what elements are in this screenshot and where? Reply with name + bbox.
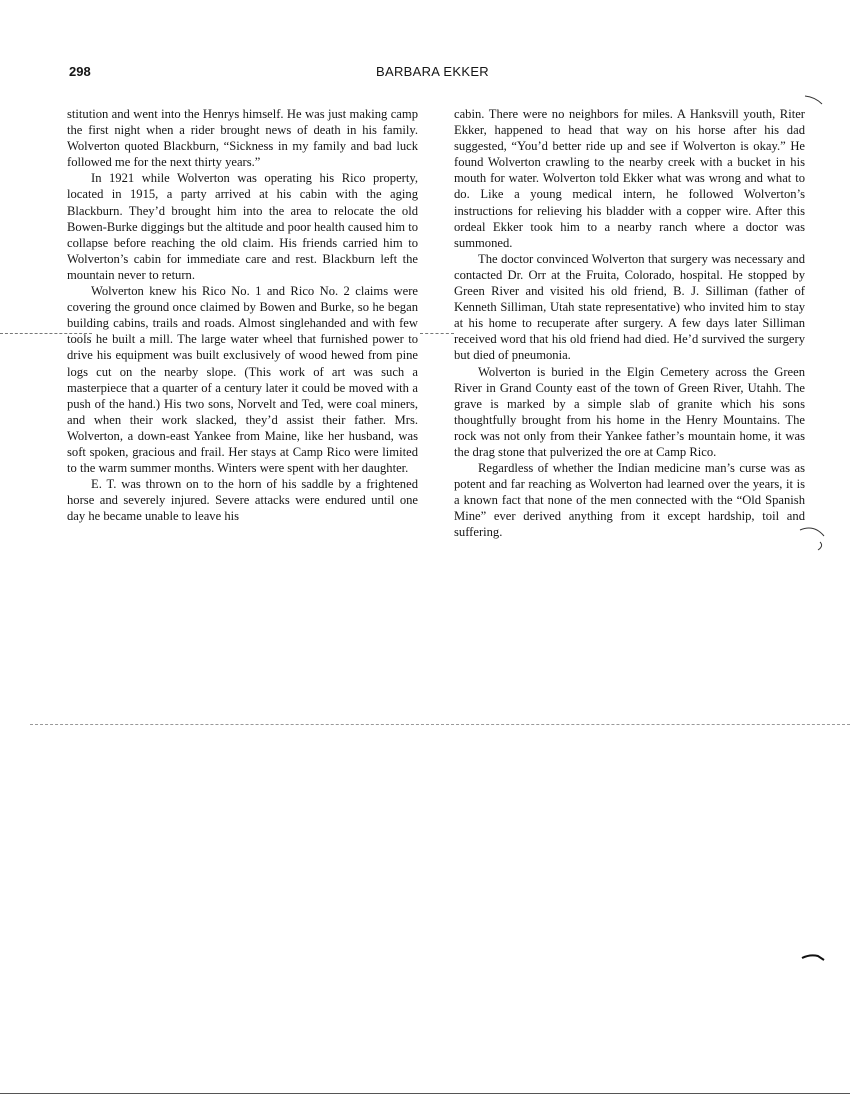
scan-artifact-line [420, 333, 454, 334]
paragraph: Wolverton knew his Rico No. 1 and Rico No. 2 claims were covering the ground once claimed by Bowen and Burke, so he began building cabins, trails and roads. Almost singlehanded and with few tools he built a mill. The large water wheel that furnished power to drive his equipment was built exclusively of wood hewed from pine logs cut on the nearby slope. (This work of art was such a masterpiece that a quarter of a century later it could be moved with a push of the hand.) His two sons, Norvelt and Ted, were coal miners, and when their work slacked, they’d assist their father. Mrs. Wolverton, a down-east Yankee from Maine, like her husband, was soft spoken, gracious and frail. Her stays at Camp Rico were limited to the warm summer months. Winters were spent with her daughter. [67, 284, 418, 476]
paragraph: cabin. There were no neighbors for miles. A Hanksvill youth, Riter Ekker, happened to head that way on his horse after his dad suggested, “You’d better ride up and see if Wolverton is okay.” He found Wolverton crawling to the nearby creek with a bucket in his mouth for water. Wolverton told Ekker what was wrong and what to do. Like a young medical intern, he followed Wolverton’s instructions for relieving his bladder with a copper wire. After this ordeal Ekker took him to a nearby ranch where a doctor was summoned. [454, 107, 805, 250]
scan-artifact-mark [805, 94, 825, 108]
scan-artifact-line [0, 1093, 850, 1094]
paragraph: stitution and went into the Henrys himself. He was just making camp the first night when a rider brought news of death in his family. Wolverton quoted Blackburn, “Sickness in my family and bad luck followed me for the next thirty years.” [67, 107, 418, 170]
scan-artifact-line [30, 724, 850, 725]
scan-artifact-mark [802, 952, 828, 966]
right-column [454, 106, 805, 541]
left-column [67, 106, 418, 524]
paragraph: In 1921 while Wolverton was operating his Rico property, located in 1915, a party arrived at his cabin with the aging Blackburn. They’d brought him into the area to relocate the old Bowen-Burke diggings but the altitude and poor health caused him to collapse before reaching the old claim. His friends carried him to Wolverton’s cabin for immediate care and rest. Blackburn left the mountain never to return. [67, 171, 418, 282]
running-head: BARBARA EKKER [376, 64, 489, 79]
page-number: 298 [69, 64, 91, 79]
paragraph: E. T. was thrown on to the horn of his saddle by a frightened horse and severely injured. Severe attacks were endured until one day he became unable to leave his [67, 477, 418, 524]
paragraph: The doctor convinced Wolverton that surgery was necessary and contacted Dr. Orr at the Fruita, Colorado, hospital. He stopped by Green River and visited his old friend, B. J. Silliman (father of Kenneth Silliman, Utah state representative) who invited him to stay at his home to recuperate after surgery. A few days later Silliman received word that his old friend had died. He’d survived the surgery but died of pneumonia. [454, 251, 805, 363]
paragraph: Wolverton is buried in the Elgin Cemetery across the Green River in Grand County east of the town of Green River, Utahh. The grave is marked by a simple slab of granite which his sons thoughtfully brought from his home in the Henry Mountains. The rock was not only from their Yankee father’s mountain home, it was the drag stone that pulverized the ore at Camp Rico. [454, 364, 805, 459]
scan-artifact-mark [800, 522, 830, 552]
paragraph: Regardless of whether the Indian medicine man’s curse was as potent and far reaching as Wolverton had learned over the years, it is a known fact that none of the men connected with the “Old Spanish Mine” ever derived anything from it except hardship, toil and suffering. [454, 461, 805, 540]
scan-artifact-line [0, 333, 92, 334]
